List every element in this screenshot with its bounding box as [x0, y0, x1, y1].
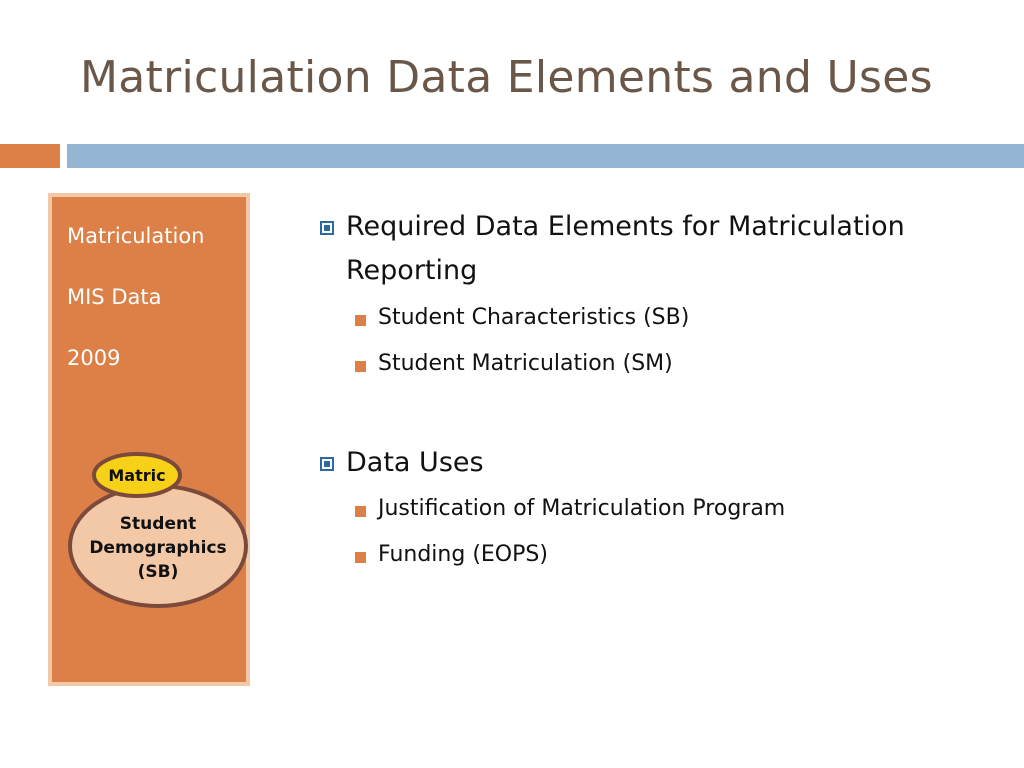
matric-label: Matric — [108, 466, 166, 485]
sidebar-line-year: 2009 — [67, 346, 121, 370]
square-bullet-icon — [320, 221, 334, 235]
list-item-funding: Funding (EOPS) — [378, 542, 548, 567]
section-heading-data-uses: Data Uses — [346, 447, 484, 478]
demographics-label-line-1: Student — [119, 514, 197, 534]
list-item-justification: Justification of Matriculation Program — [378, 496, 786, 521]
square-bullet-icon — [320, 457, 334, 471]
square-bullet-icon — [355, 506, 366, 517]
sidebar-line-mis-data: MIS Data — [67, 285, 162, 309]
section-heading-required-line-2: Reporting — [346, 255, 478, 286]
sidebar-line-matriculation: Matriculation — [67, 224, 205, 248]
list-item-student-characteristics: Student Characteristics (SB) — [378, 305, 690, 330]
accent-bar-blue — [67, 144, 1024, 168]
demographics-label-line-2: Demographics — [89, 538, 227, 558]
demographics-label-line-3: (SB) — [137, 562, 179, 582]
square-bullet-icon — [355, 315, 366, 326]
accent-bar-orange — [0, 144, 60, 168]
section-heading-required — [346, 205, 905, 293]
square-bullet-icon — [355, 361, 366, 372]
slide-title: Matriculation Data Elements and Uses — [80, 52, 933, 103]
list-item-student-matriculation: Student Matriculation (SM) — [378, 351, 673, 376]
section-heading-required-line-1: Required Data Elements for Matriculation — [346, 211, 905, 242]
matric-demographics-diagram — [62, 448, 252, 613]
square-bullet-icon — [355, 552, 366, 563]
